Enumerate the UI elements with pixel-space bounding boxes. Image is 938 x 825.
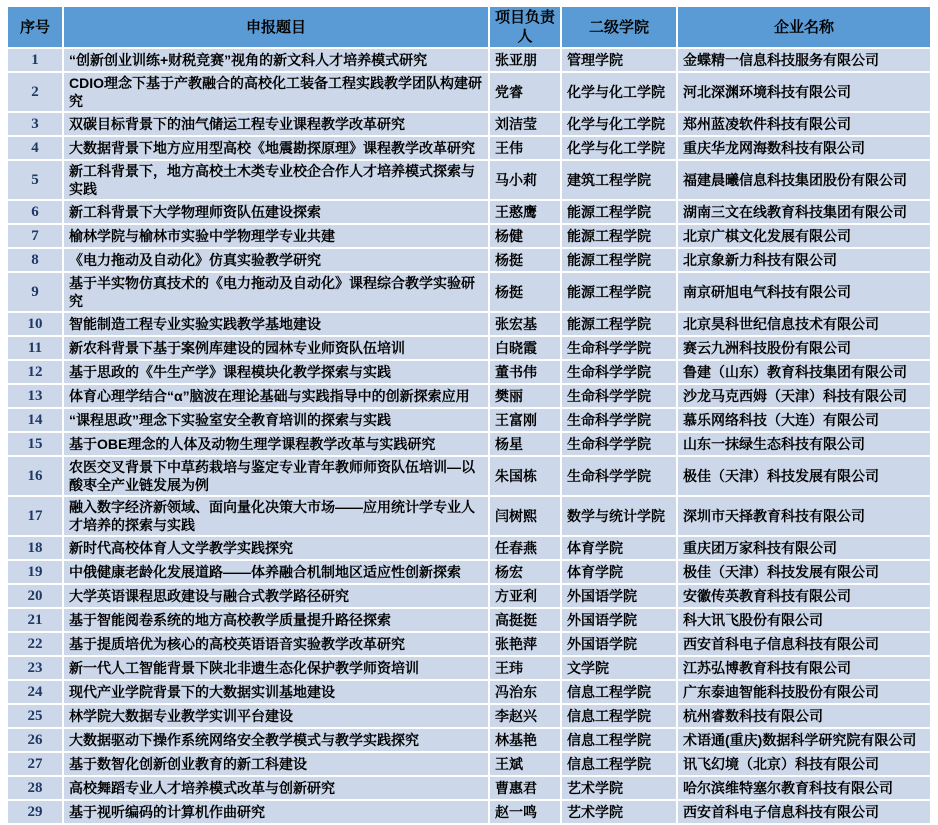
project-leader-cell: 杨挺 (490, 273, 560, 311)
header-col-index: 序号 (8, 7, 62, 47)
header-col-college: 二级学院 (562, 7, 676, 47)
header-col-title: 申报题目 (64, 7, 488, 47)
table-row (8, 137, 930, 159)
project-leader-cell: 王斌 (490, 753, 560, 775)
row-number-cell: 29 (8, 801, 62, 823)
row-number-cell: 24 (8, 681, 62, 703)
company-cell: 赛云九洲科技股份有限公司 (678, 337, 930, 359)
company-cell: 西安首科电子信息科技有限公司 (678, 801, 930, 823)
company-cell: 北京广棋文化发展有限公司 (678, 225, 930, 247)
table-row (8, 409, 930, 431)
college-cell: 生命科学学院 (562, 337, 676, 359)
table-row (8, 657, 930, 679)
project-title-cell: 基于视听编码的计算机作曲研究 (64, 801, 488, 823)
project-title-cell: 基于半实物仿真技术的《电力拖动及自动化》课程综合教学实验研究 (64, 273, 488, 311)
row-number-cell: 8 (8, 249, 62, 271)
project-title-cell: 新时代高校体育人文学教学实践探究 (64, 537, 488, 559)
project-leader-cell: 王憨鹰 (490, 201, 560, 223)
company-cell: 重庆团万家科技有限公司 (678, 537, 930, 559)
table-row (8, 73, 930, 111)
table-row (8, 681, 930, 703)
college-cell: 能源工程学院 (562, 225, 676, 247)
project-leader-cell: 王玮 (490, 657, 560, 679)
project-leader-cell: 曹惠君 (490, 777, 560, 799)
company-cell: 金蝶精一信息科技服务有限公司 (678, 49, 930, 71)
table-row (8, 201, 930, 223)
row-number-cell: 5 (8, 161, 62, 199)
college-cell: 生命科学学院 (562, 385, 676, 407)
table-row (8, 273, 930, 311)
project-leader-cell: 方亚利 (490, 585, 560, 607)
row-number-cell: 3 (8, 113, 62, 135)
project-leader-cell: 董书伟 (490, 361, 560, 383)
row-number-cell: 16 (8, 457, 62, 495)
header-row (8, 7, 930, 47)
project-leader-cell: 李赵兴 (490, 705, 560, 727)
project-title-cell: 大学英语课程思政建设与融合式教学路径研究 (64, 585, 488, 607)
company-cell: 重庆华龙网海数科技有限公司 (678, 137, 930, 159)
table-row (8, 361, 930, 383)
college-cell: 体育学院 (562, 537, 676, 559)
project-leader-cell: 闫树熙 (490, 497, 560, 535)
project-leader-cell: 杨星 (490, 433, 560, 455)
company-cell: 极佳（天津）科技发展有限公司 (678, 561, 930, 583)
table-row (8, 313, 930, 335)
company-cell: 讯飞幻境（北京）科技有限公司 (678, 753, 930, 775)
row-number-cell: 11 (8, 337, 62, 359)
header-col-leader: 项目负责人 (490, 7, 560, 47)
project-leader-cell: 杨健 (490, 225, 560, 247)
project-title-cell: “创新创业训练+财税竞赛”视角的新文科人才培养模式研究 (64, 49, 488, 71)
header-col-company: 企业名称 (678, 7, 930, 47)
table-row (8, 225, 930, 247)
company-cell: 福建晨曦信息科技集团股份有限公司 (678, 161, 930, 199)
project-title-cell: 新农科背景下基于案例库建设的园林专业师资队伍培训 (64, 337, 488, 359)
company-cell: 慕乐网络科技（大连）有限公司 (678, 409, 930, 431)
row-number-cell: 19 (8, 561, 62, 583)
college-cell: 数学与统计学院 (562, 497, 676, 535)
college-cell: 建筑工程学院 (562, 161, 676, 199)
row-number-cell: 23 (8, 657, 62, 679)
college-cell: 生命科学学院 (562, 457, 676, 495)
table-row (8, 777, 930, 799)
project-leader-cell: 白晓霞 (490, 337, 560, 359)
company-cell: 河北深渊环境科技有限公司 (678, 73, 930, 111)
table-row (8, 753, 930, 775)
project-leader-cell: 张宏基 (490, 313, 560, 335)
company-cell: 哈尔滨维特塞尔教育科技有限公司 (678, 777, 930, 799)
company-cell: 江苏弘博教育科技有限公司 (678, 657, 930, 679)
college-cell: 文学院 (562, 657, 676, 679)
company-cell: 湖南三文在线教育科技集团有限公司 (678, 201, 930, 223)
project-title-cell: 新工科背景下，地方高校土木类专业校企合作人才培养模式探索与实践 (64, 161, 488, 199)
project-title-cell: 智能制造工程专业实验实践教学基地建设 (64, 313, 488, 335)
project-title-cell: 现代产业学院背景下的大数据实训基地建设 (64, 681, 488, 703)
company-cell: 深圳市天择教育科技有限公司 (678, 497, 930, 535)
college-cell: 艺术学院 (562, 777, 676, 799)
project-leader-cell: 杨挺 (490, 249, 560, 271)
row-number-cell: 9 (8, 273, 62, 311)
project-title-cell: 大数据背景下地方应用型高校《地震勘探原理》课程教学改革研究 (64, 137, 488, 159)
project-title-cell: 新工科背景下大学物理师资队伍建设探索 (64, 201, 488, 223)
project-title-cell: 融入数字经济新领域、面向量化决策大市场——应用统计学专业人才培养的探索与实践 (64, 497, 488, 535)
row-number-cell: 6 (8, 201, 62, 223)
row-number-cell: 25 (8, 705, 62, 727)
row-number-cell: 12 (8, 361, 62, 383)
project-leader-cell: 任春燕 (490, 537, 560, 559)
company-cell: 北京象新力科技有限公司 (678, 249, 930, 271)
row-number-cell: 22 (8, 633, 62, 655)
college-cell: 能源工程学院 (562, 201, 676, 223)
project-leader-cell: 冯治东 (490, 681, 560, 703)
table-row (8, 561, 930, 583)
project-title-cell: 林学院大数据专业教学实训平台建设 (64, 705, 488, 727)
project-title-cell: 双碳目标背景下的油气储运工程专业课程教学改革研究 (64, 113, 488, 135)
company-cell: 郑州蓝凌软件科技有限公司 (678, 113, 930, 135)
college-cell: 能源工程学院 (562, 273, 676, 311)
college-cell: 艺术学院 (562, 801, 676, 823)
row-number-cell: 13 (8, 385, 62, 407)
college-cell: 化学与化工学院 (562, 113, 676, 135)
project-title-cell: 基于提质培优为核心的高校英语语音实验教学改革研究 (64, 633, 488, 655)
project-title-cell: 新一代人工智能背景下陕北非遗生态化保护教学师资培训 (64, 657, 488, 679)
project-title-cell: 中俄健康老龄化发展道路——体养融合机制地区适应性创新探索 (64, 561, 488, 583)
table-row (8, 705, 930, 727)
project-leader-cell: 党睿 (490, 73, 560, 111)
table-row (8, 337, 930, 359)
row-number-cell: 17 (8, 497, 62, 535)
table-row (8, 609, 930, 631)
project-leader-cell: 林基艳 (490, 729, 560, 751)
project-leader-cell: 刘洁莹 (490, 113, 560, 135)
table-row (8, 497, 930, 535)
company-cell: 广东泰迪智能科技股份有限公司 (678, 681, 930, 703)
row-number-cell: 28 (8, 777, 62, 799)
project-leader-cell: 王富刚 (490, 409, 560, 431)
college-cell: 外国语学院 (562, 609, 676, 631)
row-number-cell: 1 (8, 49, 62, 71)
company-cell: 科大讯飞股份有限公司 (678, 609, 930, 631)
company-cell: 杭州睿数科技有限公司 (678, 705, 930, 727)
table-row (8, 585, 930, 607)
project-title-cell: “课程思政”理念下实验室安全教育培训的探索与实践 (64, 409, 488, 431)
table-row (8, 113, 930, 135)
college-cell: 外国语学院 (562, 633, 676, 655)
company-cell: 沙龙马克西姆（天津）科技有限公司 (678, 385, 930, 407)
project-title-cell: 高校舞蹈专业人才培养模式改革与创新研究 (64, 777, 488, 799)
college-cell: 体育学院 (562, 561, 676, 583)
row-number-cell: 21 (8, 609, 62, 631)
company-cell: 术语通(重庆)数据科学研究院有限公司 (678, 729, 930, 751)
college-cell: 信息工程学院 (562, 729, 676, 751)
college-cell: 信息工程学院 (562, 705, 676, 727)
college-cell: 信息工程学院 (562, 753, 676, 775)
row-number-cell: 26 (8, 729, 62, 751)
table-row (8, 249, 930, 271)
table-row (8, 457, 930, 495)
row-number-cell: 18 (8, 537, 62, 559)
project-title-cell: CDIO理念下基于产教融合的高校化工装备工程实践教学团队构建研究 (64, 73, 488, 111)
project-title-cell: 基于数智化创新创业教育的新工科建设 (64, 753, 488, 775)
table-row (8, 801, 930, 823)
table-row (8, 161, 930, 199)
table-row (8, 633, 930, 655)
college-cell: 外国语学院 (562, 585, 676, 607)
college-cell: 能源工程学院 (562, 313, 676, 335)
company-cell: 鲁建（山东）教育科技集团有限公司 (678, 361, 930, 383)
project-leader-cell: 杨宏 (490, 561, 560, 583)
college-cell: 管理学院 (562, 49, 676, 71)
project-title-cell: 榆林学院与榆林市实验中学物理学专业共建 (64, 225, 488, 247)
company-cell: 西安首科电子信息科技有限公司 (678, 633, 930, 655)
row-number-cell: 4 (8, 137, 62, 159)
row-number-cell: 20 (8, 585, 62, 607)
project-title-cell: 《电力拖动及自动化》仿真实验教学研究 (64, 249, 488, 271)
table-row (8, 385, 930, 407)
row-number-cell: 14 (8, 409, 62, 431)
college-cell: 生命科学学院 (562, 433, 676, 455)
college-cell: 生命科学学院 (562, 409, 676, 431)
project-title-cell: 大数据驱动下操作系统网络安全教学模式与教学实践探究 (64, 729, 488, 751)
company-cell: 北京昊科世纪信息技术有限公司 (678, 313, 930, 335)
row-number-cell: 10 (8, 313, 62, 335)
project-leader-cell: 朱国栋 (490, 457, 560, 495)
table-row (8, 537, 930, 559)
row-number-cell: 2 (8, 73, 62, 111)
table-header (8, 7, 930, 47)
project-leader-cell: 马小莉 (490, 161, 560, 199)
row-number-cell: 7 (8, 225, 62, 247)
table-row (8, 49, 930, 71)
project-leader-cell: 高挺挺 (490, 609, 560, 631)
project-declaration-table (6, 5, 932, 825)
row-number-cell: 27 (8, 753, 62, 775)
college-cell: 生命科学学院 (562, 361, 676, 383)
project-leader-cell: 张艳萍 (490, 633, 560, 655)
college-cell: 化学与化工学院 (562, 73, 676, 111)
table-row (8, 433, 930, 455)
row-number-cell: 15 (8, 433, 62, 455)
project-leader-cell: 王伟 (490, 137, 560, 159)
college-cell: 信息工程学院 (562, 681, 676, 703)
table-row (8, 729, 930, 751)
project-leader-cell: 赵一鸣 (490, 801, 560, 823)
company-cell: 南京研旭电气科技有限公司 (678, 273, 930, 311)
college-cell: 化学与化工学院 (562, 137, 676, 159)
project-title-cell: 基于智能阅卷系统的地方高校教学质量提升路径探索 (64, 609, 488, 631)
company-cell: 极佳（天津）科技发展有限公司 (678, 457, 930, 495)
project-title-cell: 基于思政的《牛生产学》课程模块化教学探索与实践 (64, 361, 488, 383)
project-title-cell: 农医交叉背景下中草药栽培与鉴定专业青年教师师资队伍培训—以酸枣全产业链发展为例 (64, 457, 488, 495)
project-leader-cell: 张亚朋 (490, 49, 560, 71)
company-cell: 山东一抹绿生态科技有限公司 (678, 433, 930, 455)
project-title-cell: 基于OBE理念的人体及动物生理学课程教学改革与实践研究 (64, 433, 488, 455)
project-leader-cell: 樊丽 (490, 385, 560, 407)
project-title-cell: 体育心理学结合“α”脑波在理论基础与实践指导中的创新探索应用 (64, 385, 488, 407)
company-cell: 安徽传英教育科技有限公司 (678, 585, 930, 607)
college-cell: 能源工程学院 (562, 249, 676, 271)
table-body (8, 49, 930, 823)
